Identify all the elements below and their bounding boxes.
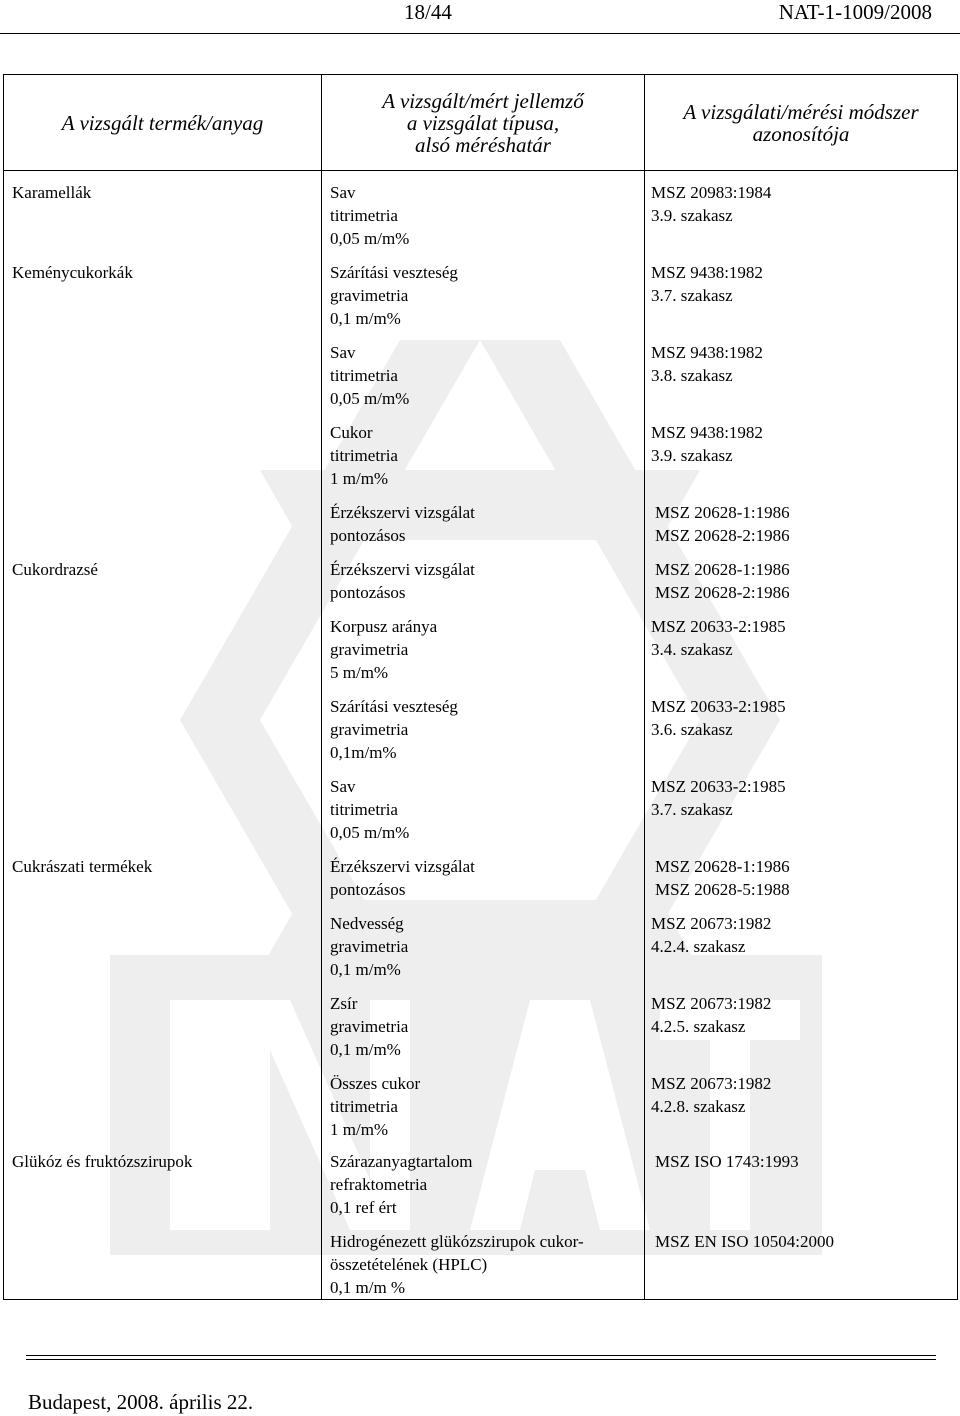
header-product [4,75,322,171]
characteristic-line: pontozásos [330,526,406,545]
method-line: MSZ ISO 1743:1993 [655,1152,799,1171]
method-line: MSZ 20628-2:1986 [655,583,790,602]
method-line: MSZ 20633-2:1985 [651,697,786,716]
method-line: MSZ 20633-2:1985 [651,617,786,636]
characteristic-line: Sav [330,777,356,796]
method-line: 3.9. szakasz [651,446,733,465]
characteristic-line: 0,05 m/m% [330,389,410,408]
characteristic-line: Érzékszervi vizsgálat [330,560,475,579]
characteristic-line: 1 m/m% [330,1120,389,1139]
method-line: 3.4. szakasz [651,640,733,659]
characteristic-line: titrimetria [330,206,398,225]
characteristic-line: gravimetria [330,1017,409,1036]
characteristic-line: refraktometria [330,1175,428,1194]
characteristic-line: Cukor [330,423,373,442]
method-line: MSZ 20673:1982 [651,994,772,1013]
table-body [4,171,958,1300]
method-line: MSZ 20628-1:1986 [655,857,790,876]
method-line: 4.2.5. szakasz [651,1017,746,1036]
method-line: MSZ 20628-1:1986 [655,560,790,579]
characteristic-line: 0,1 m/m% [330,1040,401,1059]
method-line: MSZ 9438:1982 [651,343,763,362]
characteristic-line: 0,1 m/m % [330,1278,406,1297]
method-line: 3.7. szakasz [651,286,733,305]
header-line: A vizsgálati/mérési módszer [683,99,919,124]
characteristic-line: gravimetria [330,937,409,956]
characteristic-line: Sav [330,183,356,202]
characteristic-line: 0,1 ref ért [330,1198,397,1217]
characteristic-line: 1 m/m% [330,469,389,488]
footer-rule-double [26,1359,936,1360]
method-line: MSZ 20673:1982 [651,1074,772,1093]
header-line: azonosítója [752,121,850,146]
accreditation-table [3,74,958,1300]
characteristic-line: Szárazanyagtartalom [330,1152,473,1171]
characteristic-line: titrimetria [330,446,398,465]
product-column [4,171,322,1300]
characteristic-line: Érzékszervi vizsgálat [330,857,475,876]
method-line: MSZ EN ISO 10504:2000 [655,1232,834,1251]
characteristic-line: 5 m/m% [330,663,389,682]
header-characteristic [322,75,645,171]
footer-date: Budapest, 2008. április 22. [28,1390,254,1414]
characteristic-line: 0,1m/m% [330,743,397,762]
method-line: MSZ 20673:1982 [651,914,772,933]
characteristic-line: pontozásos [330,583,406,602]
product-name: Glükóz és fruktózszirupok [12,1152,193,1171]
characteristic-line: titrimetria [330,800,398,819]
characteristic-line: Érzékszervi vizsgálat [330,503,475,522]
method-line: MSZ 20628-2:1986 [655,526,790,545]
characteristic-line: Hidrogénezett glükózszirupok cukor- [330,1232,584,1251]
product-name: Karamellák [12,183,92,202]
characteristic-line: Szárítási veszteség [330,697,458,716]
table-header-row [4,75,958,171]
method-line: 4.2.8. szakasz [651,1097,746,1116]
header-method [645,75,958,171]
method-line: MSZ 20628-1:1986 [655,503,790,522]
characteristic-line: Szárítási veszteség [330,263,458,282]
footer-rule [26,1355,936,1356]
characteristic-column [322,171,645,1300]
method-line: MSZ 20628-5:1988 [655,880,790,899]
characteristic-line: 0,1 m/m% [330,960,401,979]
method-column [645,171,958,1300]
characteristic-line: titrimetria [330,366,398,385]
method-line: MSZ 20633-2:1985 [651,777,786,796]
product-name: Cukordrazsé [12,560,98,579]
page-header [0,0,960,28]
header-line: alsó méréshatár [415,132,551,157]
header-rule [0,33,960,34]
method-line: 3.6. szakasz [651,720,733,739]
characteristic-line: titrimetria [330,1097,398,1116]
header-line: A vizsgált termék/anyag [61,110,264,135]
method-line: MSZ 9438:1982 [651,423,763,442]
characteristic-line: pontozásos [330,880,406,899]
method-line: MSZ 20983:1984 [651,183,772,202]
characteristic-line: összetételének (HPLC) [330,1255,488,1274]
method-line: MSZ 9438:1982 [651,263,763,282]
method-line: 4.2.4. szakasz [651,937,746,956]
characteristic-line: gravimetria [330,720,409,739]
characteristic-line: Sav [330,343,356,362]
method-line: 3.7. szakasz [651,800,733,819]
characteristic-line: 0,05 m/m% [330,229,410,248]
header-line: a vizsgálat típusa, [406,110,560,135]
method-line: 3.9. szakasz [651,206,733,225]
characteristic-line: Összes cukor [330,1074,421,1093]
characteristic-line: Nedvesség [330,914,404,933]
characteristic-line: 0,05 m/m% [330,823,410,842]
characteristic-line: Zsír [330,994,358,1013]
characteristic-line: 0,1 m/m% [330,309,401,328]
characteristic-line: gravimetria [330,640,409,659]
page-number: 18/44 [404,0,452,24]
method-line: 3.8. szakasz [651,366,733,385]
characteristic-line: Korpusz aránya [330,617,438,636]
document-id: NAT-1-1009/2008 [778,0,932,24]
product-name: Keménycukorkák [12,263,133,282]
characteristic-line: gravimetria [330,286,409,305]
product-name: Cukrászati termékek [12,857,153,876]
header-line: A vizsgált/mért jellemző [382,88,584,113]
